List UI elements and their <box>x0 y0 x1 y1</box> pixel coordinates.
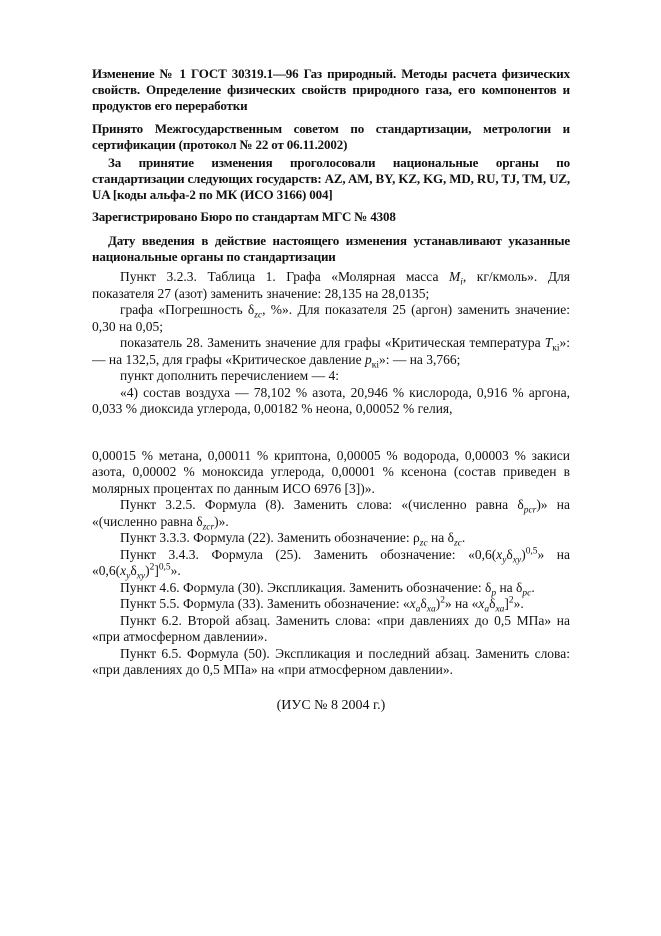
paragraph-addition: пункт дополнить перечислением — 4: <box>120 368 339 383</box>
paragraph-5-5: Пункт 5.5. Формула (33). Заменить обозначение: «$x_a\delta_{xa})^2$» на «$x_a\delta_{xa}]^2$». <box>120 595 524 615</box>
paragraph-air-composition: «4) состав воздуха — 78,102 % азота, 20,946 % кислорода, 0,916 % аргона, 0,033 % диоксида углерода, 0,00182 % неона, 0,00052 % гелия, <box>92 384 570 416</box>
paragraph-uncertainty: графа «Погрешность $\delta_{zc}$, %». Для показателя 25 (аргон) заменить значение: 0,30 на 0,05; <box>92 302 570 334</box>
paragraph-3-2-5: Пункт 3.2.5. Формула (8). Заменить слова: «(численно равна $\delta_{pcr}$)» на «(численно равна $\delta_{zcr}$)». <box>92 497 570 533</box>
paragraph-3-2-3: Пункт 3.2.3. Таблица 1. Графа «Молярная масса $M_i$, кг/кмоль». Для показателя 27 (азот) заменить значение: 28,135 на 28,0135; <box>92 269 570 301</box>
amendment-title: Изменение № 1 ГОСТ 30319.1—96 Газ природный. Методы расчета физических свойств. Определение физических свойств природного газа, его компонентов и продуктов его переработки <box>92 66 570 113</box>
paragraph-3-3-3: Пункт 3.3.3. Формула (22). Заменить обозначение: $\rho_{zc}$ на $\delta_{zc}$. <box>120 530 466 549</box>
paragraph-3-4-3: Пункт 3.4.3. Формула (25). Заменить обозначение: «$0,6(x_y\delta_{xy})^{0,5}$» на «$0,6(x_y\delta_{xy})^2]^{0,5}$». <box>92 546 571 582</box>
page-break-gap <box>92 418 570 448</box>
voted-by: За принятие изменения проголосовали национальные органы по стандартизации следующих государств: AZ, AM, BY, KZ, KG, MD, RU, TJ, TM, UZ, UA [коды альфа-2 по МК (ИСО 3166) 004] <box>92 155 570 202</box>
effective-date-note: Дату введения в действие настоящего изменения устанавливают указанные национальные органы по стандартизации <box>92 233 570 264</box>
paragraph-6-5: Пункт 6.5. Формула (50). Экспликация и последний абзац. Заменить слова: «при давлениях до 0,5 МПа» на «при атмосферном давлении». <box>92 645 570 677</box>
source-reference: (ИУС № 8 2004 г.) <box>276 697 386 713</box>
paragraph-air-composition-cont: 0,00015 % метана, 0,00011 % криптона, 0,00005 % водорода, 0,00003 % закиси азота, 0,00002 % моноксида углерода, 0,00001 % ксенона (состав приведен в молярных процентах по данным ИСО 6976 [3])». <box>92 447 570 496</box>
accepted-by: Принято Межгосударственным советом по стандартизации, метрологии и сертификации (протокол № 22 от 06.11.2002) <box>92 121 570 152</box>
paragraph-6-2: Пункт 6.2. Второй абзац. Заменить слова: «при давлениях до 0,5 МПа» на «при атмосферном давлении». <box>92 612 570 644</box>
document-page <box>92 66 570 715</box>
paragraph-4-6: Пункт 4.6. Формула (30). Экспликация. Заменить обозначение: $\delta_p$ на $\delta_{pc}$. <box>120 579 535 599</box>
paragraph-indicator-28: показатель 28. Заменить значение для графы «Критическая температура $T_{кi}$»: — на 132,5, для графы «Критическое давление $p_{кi}$»: — на 3,766; <box>92 335 570 371</box>
registration-note: Зарегистрировано Бюро по стандартам МГС № 4308 <box>92 209 396 224</box>
